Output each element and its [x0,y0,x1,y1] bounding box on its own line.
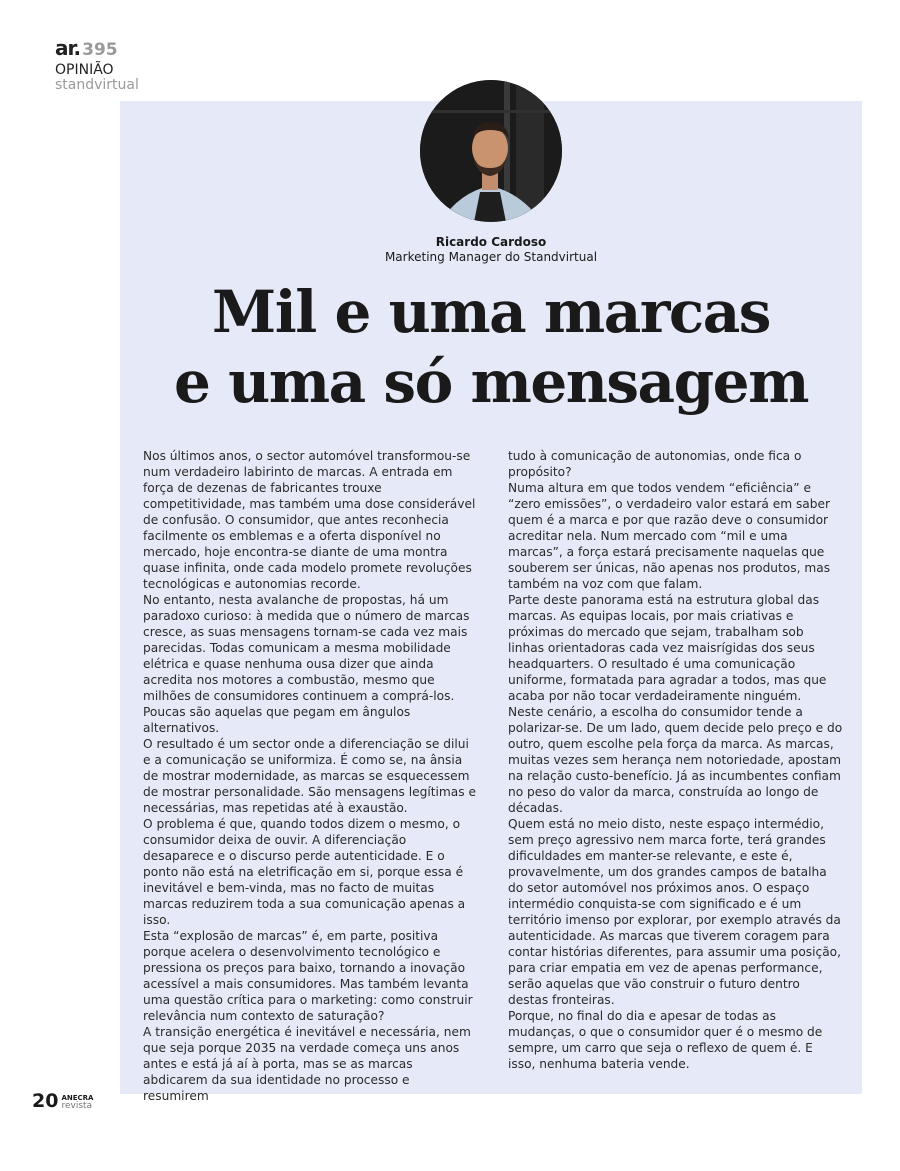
magazine-logo: ar. [55,36,81,60]
paragraph: O resultado é um sector onde a diferenciação se dilui e a comunicação se uniformiza. É como se, na ânsia de mostrar modernidade, as marcas se esquecessem de mostrar personalidade. São mensagens legítimas e necessárias, mas repetidas até à exaustão. [143,737,476,815]
paragraph: Quem está no meio disto, neste espaço intermédio, sem preço agressivo nem marca forte, terá grandes dificuldades em manter-se relevante, e este é, provavelmente, um dos grandes campos de batalha do setor automóvel nos próximos anos. O espaço intermédio conquista-se com significado e é um território imenso por explorar, por exemplo através da autenticidade. As marcas que tiverem coragem para contar histórias diferentes, para assumir uma posição, para criar empatia em vez de apenas performance, serão aquelas que vão construir o futuro dentro destas fronteiras. [508,817,842,1007]
paragraph: O problema é que, quando todos dizem o mesmo, o consumidor deixa de ouvir. A diferenciação desaparece e o discurso perde autenticidade. E o ponto não está na eletrificação em si, porque essa é inevitável e bem-vinda, mas no facto de muitas marcas reduzirem toda a sua comunicação apenas a isso. [143,817,466,927]
paragraph: Neste cenário, a escolha do consumidor tende a polarizar-se. De um lado, quem decide pelo preço e do outro, quem escolhe pela força da marca. As marcas, muitas vezes sem herança nem notoriedade, apostam na relação custo-benefício. Já as incumbentes confiam no peso do valor da marca, construída ao longo de décadas. [508,705,843,815]
section-label: OPINIÃO [55,62,114,78]
article-column-left [143,448,478,1104]
author-role: Marketing Manager do Standvirtual [384,250,598,264]
brand-label: standvirtual [55,77,139,93]
author-portrait-image [420,80,562,222]
page-header [55,38,139,92]
paragraph: A transição energética é inevitável e necessária, nem que seja porque 2035 na verdade começa uns anos antes e está já aí à porta, mas se as marcas abdicarem da sua identidade no processo e resumirem [143,1025,471,1103]
article-title [120,278,862,417]
magazine-sub: revista [61,1101,93,1111]
paragraph: Porque, no final do dia e apesar de todas as mudanças, o que o consumidor quer é o mesmo de sempre, um carro que seja o reflexo de quem é. E isso, nenhuma bateria vende. [508,1009,823,1071]
author-photo [420,80,562,222]
magazine-masthead [55,38,139,59]
issue-number: 395 [82,40,118,60]
author-name: Ricardo Cardoso [435,235,547,249]
article-column-right [508,448,843,1072]
paragraph: tudo à comunicação de autonomias, onde fica o propósito? [508,449,802,479]
paragraph: Nos últimos anos, o sector automóvel transformou-se num verdadeiro labirinto de marcas. A entrada em força de dezenas de fabricantes trouxe competitividade, mas também uma dose considerável de confusão. O consumidor, que antes reconhecia facilmente os emblemas e a oferta disponível no mercado, hoje encontra-se diante de uma montra quase infinita, onde cada modelo promete revoluções tecnológicas e autonomias recorde. [143,449,476,591]
paragraph: Numa altura em que todos vendem “eficiência” e “zero emissões”, o verdadeiro valor estará em saber quem é a marca e por que razão deve o consumidor acreditar nela. Num mercado com “mil e uma marcas”, a força estará precisamente naquelas que souberem ser únicas, não apenas nos produtos, mas também na voz com que falam. [508,481,831,591]
page-footer [32,1092,93,1111]
article-title-line-1: Mil e uma marcas [212,278,770,346]
paragraph: Esta “explosão de marcas” é, em parte, positiva porque acelera o desenvolvimento tecnológico e pressiona os preços para baixo, tornando a inovação acessível a mais consumidores. Mas também levanta uma questão crítica para o marketing: como construir relevância num contexto de saturação? [143,929,473,1023]
paragraph: Parte deste panorama está na estrutura global das marcas. As equipas locais, por mais criativas e próximas do mercado que sejam, trabalham sob linhas orientadoras cada vez maisrígidas dos seus headquarters. O resultado é uma comunicação uniforme, formatada para agradar a todos, mas que acaba por não tocar verdadeiramente ninguém. [508,593,827,703]
paragraph: No entanto, nesta avalanche de propostas, há um paradoxo curioso: à medida que o número de marcas cresce, as suas mensagens tornam-se cada vez mais parecidas. Todas comunicam a mesma mobilidade elétrica e quase nenhuma ousa dizer que ainda acredita nos motores a combustão, mesmo que milhões de consumidores continuem a comprá-los. Poucas são aquelas que pegam em ângulos alternativos. [143,593,470,735]
page-number: 20 [32,1090,59,1112]
magazine-name: ANECRA [61,1094,94,1102]
magazine-footer-logo [61,1095,93,1111]
article-title-line-2: e uma só mensagem [174,347,808,416]
